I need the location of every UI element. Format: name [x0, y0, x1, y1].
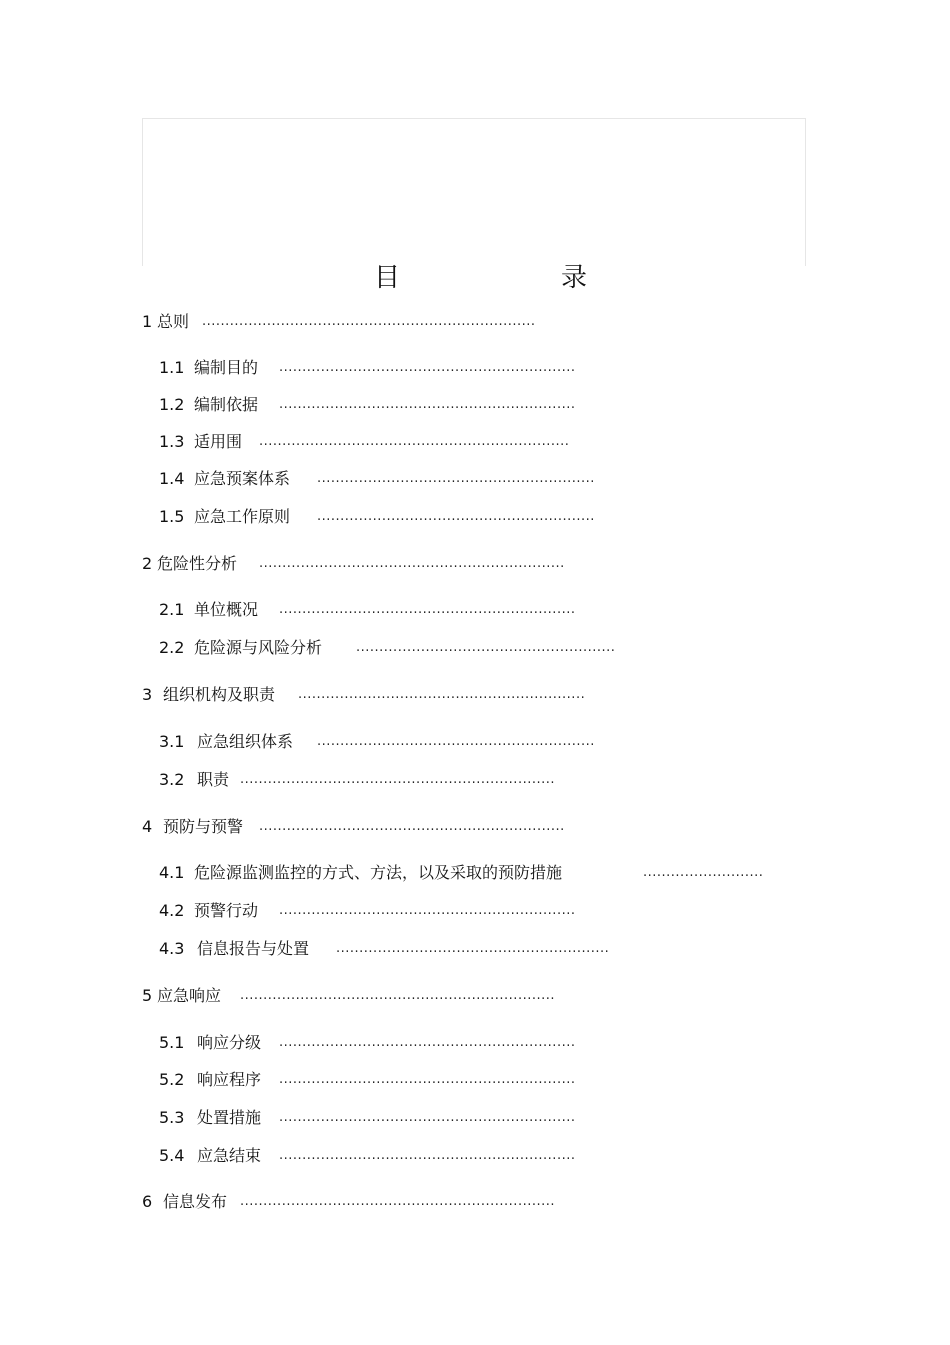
- toc-entry-leader: ...................................................................: [259, 434, 570, 449]
- toc-entry-label: 单位概况: [194, 600, 259, 619]
- toc-entry-leader: ................................................................: [279, 1035, 576, 1050]
- toc-entry-leader: ................................................................: [279, 1110, 576, 1125]
- toc-entry-number: 5.1: [159, 1033, 185, 1052]
- toc-entry-leader: ............................................................: [317, 471, 595, 486]
- toc-entry-leader: ................................................................: [279, 397, 576, 412]
- toc-entry-number: 4.2: [159, 901, 185, 920]
- toc-entry-number: 4.3: [159, 939, 185, 958]
- toc-entry-number: 1.5: [159, 507, 185, 526]
- toc-entry-leader: ........................................................: [356, 640, 616, 655]
- toc-entry-label: 应急组织体系: [197, 732, 294, 751]
- toc-entry-label: 组织机构及职责: [163, 685, 276, 704]
- toc-entry-leader: ............................................................: [317, 734, 595, 749]
- toc-entry-leader: ................................................................: [279, 1072, 576, 1087]
- toc-entry-label: 预警行动: [194, 901, 259, 920]
- toc-entry-leader: ....................................................................: [240, 772, 555, 787]
- toc-entry-number: 3.1: [159, 732, 185, 751]
- toc-entry-label: 职责: [197, 770, 230, 789]
- toc-entry-leader: ................................................................: [279, 360, 576, 375]
- toc-entry-label: 危险源与风险分析: [194, 638, 323, 657]
- toc-entry-label: 应急响应: [157, 986, 222, 1005]
- toc-entry-leader: ..............................................................: [298, 687, 586, 702]
- toc-entry-label: 应急结束: [197, 1146, 262, 1165]
- toc-entry-number: 1.1: [159, 358, 185, 377]
- toc-entry-leader: ................................................................: [279, 903, 576, 918]
- toc-entry-label: 应急工作原则: [194, 507, 291, 526]
- toc-title-left: 目: [374, 263, 401, 293]
- toc-entry-number: 3: [142, 685, 153, 704]
- toc-entry-leader: ....................................................................: [240, 988, 555, 1003]
- toc-entry-label: 危险源监测监控的方式、方法，以及采取的预防措施: [194, 863, 563, 882]
- toc-entry-leader: ............................................................: [317, 509, 595, 524]
- toc-entry-number: 1.3: [159, 432, 185, 451]
- toc-entry-number: 4: [142, 817, 153, 836]
- toc-entry-label: 信息发布: [163, 1192, 228, 1211]
- toc-entry-number: 5.4: [159, 1146, 185, 1165]
- toc-entry-leader: ....................................................................: [240, 1194, 555, 1209]
- toc-entry-label: 编制目的: [194, 358, 259, 377]
- toc-entry-label: 编制依据: [194, 395, 259, 414]
- toc-entry-leader: ..................................................................: [259, 556, 565, 571]
- toc-entry-leader: ..................................................................: [259, 819, 565, 834]
- toc-entry-number: 3.2: [159, 770, 185, 789]
- toc-entry-label: 适用围: [194, 432, 243, 451]
- toc-entry-number: 1.4: [159, 469, 185, 488]
- toc-entry-label: 预防与预警: [163, 817, 244, 836]
- toc-entry-label: 总则: [157, 312, 190, 331]
- toc-entry-number: 5.2: [159, 1070, 185, 1089]
- toc-entry-leader: ...........................................................: [336, 941, 610, 956]
- toc-title: [0, 260, 950, 296]
- toc-entry-number: 5.3: [159, 1108, 185, 1127]
- toc-entry-number: 5: [142, 986, 153, 1005]
- toc-entry-number: 2.1: [159, 600, 185, 619]
- toc-entry-label: 响应分级: [197, 1033, 262, 1052]
- toc-entry-number: 2: [142, 554, 153, 573]
- toc-entry-number: 2.2: [159, 638, 185, 657]
- toc-entry-label: 处置措施: [197, 1108, 262, 1127]
- toc-entry-leader: ..........................: [643, 865, 764, 880]
- toc-entry-label: 危险性分析: [157, 554, 238, 573]
- toc-entry-number: 1: [142, 312, 153, 331]
- toc-title-right: 录: [561, 263, 588, 293]
- toc-entry-leader: ................................................................: [279, 602, 576, 617]
- toc-entry-leader: ................................................................: [279, 1148, 576, 1163]
- toc-entry-label: 应急预案体系: [194, 469, 291, 488]
- toc-entry-number: 6: [142, 1192, 153, 1211]
- toc-entry-label: 信息报告与处置: [197, 939, 310, 958]
- toc-entry-number: 1.2: [159, 395, 185, 414]
- toc-entry-number: 4.1: [159, 863, 185, 882]
- header-frame: [142, 118, 806, 266]
- toc-entry-label: 响应程序: [197, 1070, 262, 1089]
- toc-entry-leader: ........................................................................: [202, 314, 536, 329]
